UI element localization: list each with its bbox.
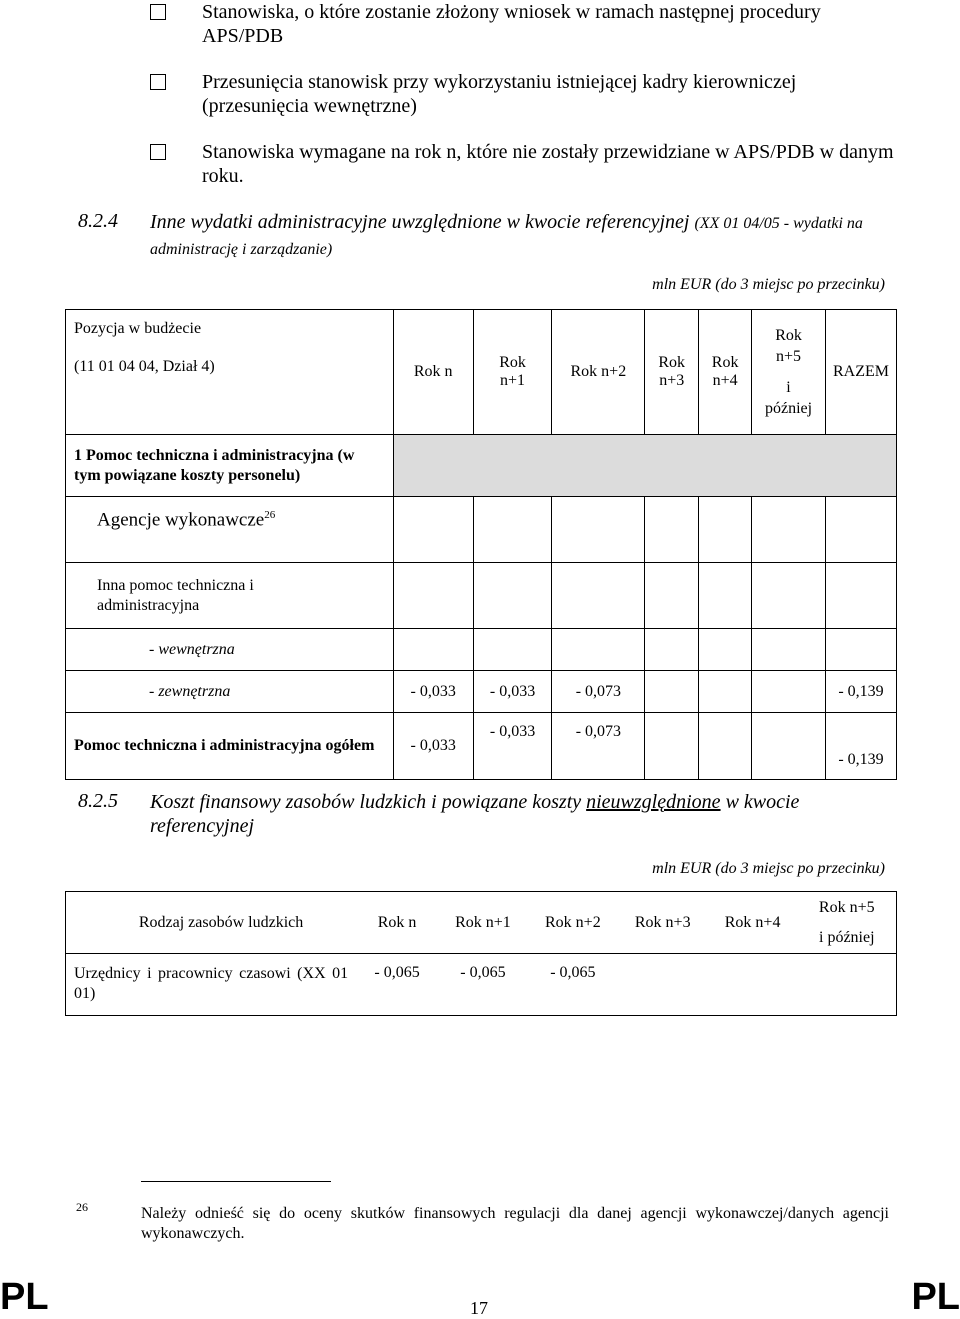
section-title-text: Inne wydatki administracyjne uwzględnione w kwocie referencyjnej: [150, 211, 690, 233]
header-rok-n3: Rok n+3: [645, 310, 699, 435]
table-row: [66, 713, 897, 780]
section-title-paren: (XX 01 04/05 - wydatki na administrację i zarządzanie): [150, 215, 863, 258]
header-rok-n2: Rok n+2: [552, 310, 645, 435]
section-number: 8.2.5: [78, 790, 118, 812]
row-label-urzednicy: Urzędnicy i pracownicy czasowi (XX 01 01): [66, 954, 357, 1016]
footer-language-right: PL: [911, 1276, 960, 1318]
checklist-item: Przesunięcia stanowisk przy wykorzystaniu istniejącej kadry kierowniczej (przesunięcia wewnętrzne): [202, 71, 797, 117]
table-row: [66, 629, 897, 671]
header-rok-n5: Rok n+5 i później: [798, 892, 897, 954]
section-title: Koszt finansowy zasobów ludzkich i powiązane koszty nieuwzględnione w kwocie referencyjnej: [150, 791, 800, 837]
header-rodzaj: Rodzaj zasobów ludzkich: [66, 892, 357, 954]
checklist-item: Stanowiska, o które zostanie złożony wniosek w ramach następnej procedury APS/PDB: [202, 1, 821, 47]
cell-value: - 0,065: [438, 954, 528, 1016]
footnote-number: 26: [76, 1200, 88, 1214]
cell-value: - 0,033: [473, 671, 552, 713]
header-budget-position: Pozycja w budżecie (11 01 04 04, Dział 4): [66, 310, 394, 435]
header-razem: RAZEM: [825, 310, 896, 435]
row-label-pomoc: 1 Pomoc techniczna i administracyjna (w tym powiązane koszty personelu): [66, 435, 394, 497]
row-label-ogolem: Pomoc techniczna i administracyjna ogółem: [66, 713, 394, 780]
table-row: [66, 563, 897, 629]
table-row: [66, 671, 897, 713]
cell-value: - 0,033: [393, 713, 473, 780]
header-rok-n2: Rok n+2: [528, 892, 618, 954]
cell-value: - 0,065: [356, 954, 438, 1016]
section-number: 8.2.4: [78, 210, 118, 232]
cell-value: - 0,033: [473, 713, 552, 780]
table-row: [66, 954, 897, 1016]
cell-value: - 0,073: [552, 713, 645, 780]
header-rok-n4: Rok n+4: [699, 310, 752, 435]
row-label-zewnetrzna: - zewnętrzna: [66, 671, 394, 713]
table-row: [66, 435, 897, 497]
section-title: [150, 210, 890, 262]
unit-label: mln EUR (do 3 miejsc po przecinku): [652, 276, 885, 293]
table-header-row: [66, 310, 897, 435]
cell-value: - 0,139: [825, 713, 896, 780]
cell-value: - 0,033: [393, 671, 473, 713]
header-rok-n1: Rok n+1: [473, 310, 552, 435]
table-header-row: [66, 892, 897, 954]
row-label-agencje: Agencje wykonawcze$^{26}$: [66, 497, 394, 563]
checkbox-icon[interactable]: [150, 74, 166, 90]
cell-value: - 0,065: [528, 954, 618, 1016]
footnote-separator: [141, 1181, 331, 1182]
cell-value: - 0,073: [552, 671, 645, 713]
checklist-item: Stanowiska wymagane na rok n, które nie zostały przewidziane w APS/PDB w danym roku.: [202, 141, 894, 187]
admin-expenses-table: [65, 309, 897, 780]
footer-language-left: PL: [0, 1276, 49, 1318]
table-row: [66, 497, 897, 563]
header-rok-n1: Rok n+1: [438, 892, 528, 954]
checkbox-icon[interactable]: [150, 4, 166, 20]
header-rok-n5: Rok n+5 i później: [752, 310, 826, 435]
header-rok-n: Rok n: [393, 310, 473, 435]
hr-costs-table: [65, 891, 897, 1016]
row-label-wewnetrzna: - wewnętrzna: [66, 629, 394, 671]
footnote-text: Należy odnieść się do oceny skutków finansowych regulacji dla danej agencji wykonawczej/danych agencji wykonawczych.: [141, 1205, 889, 1242]
cell-value: - 0,139: [825, 671, 896, 713]
page-number: 17: [470, 1298, 488, 1318]
row-label-inna: Inna pomoc techniczna i administracyjna: [66, 563, 394, 629]
shaded-cell: [393, 435, 896, 497]
header-rok-n4: Rok n+4: [708, 892, 798, 954]
checkbox-icon[interactable]: [150, 144, 166, 160]
unit-label: mln EUR (do 3 miejsc po przecinku): [652, 860, 885, 877]
header-rok-n3: Rok n+3: [618, 892, 708, 954]
header-rok-n: Rok n: [356, 892, 438, 954]
